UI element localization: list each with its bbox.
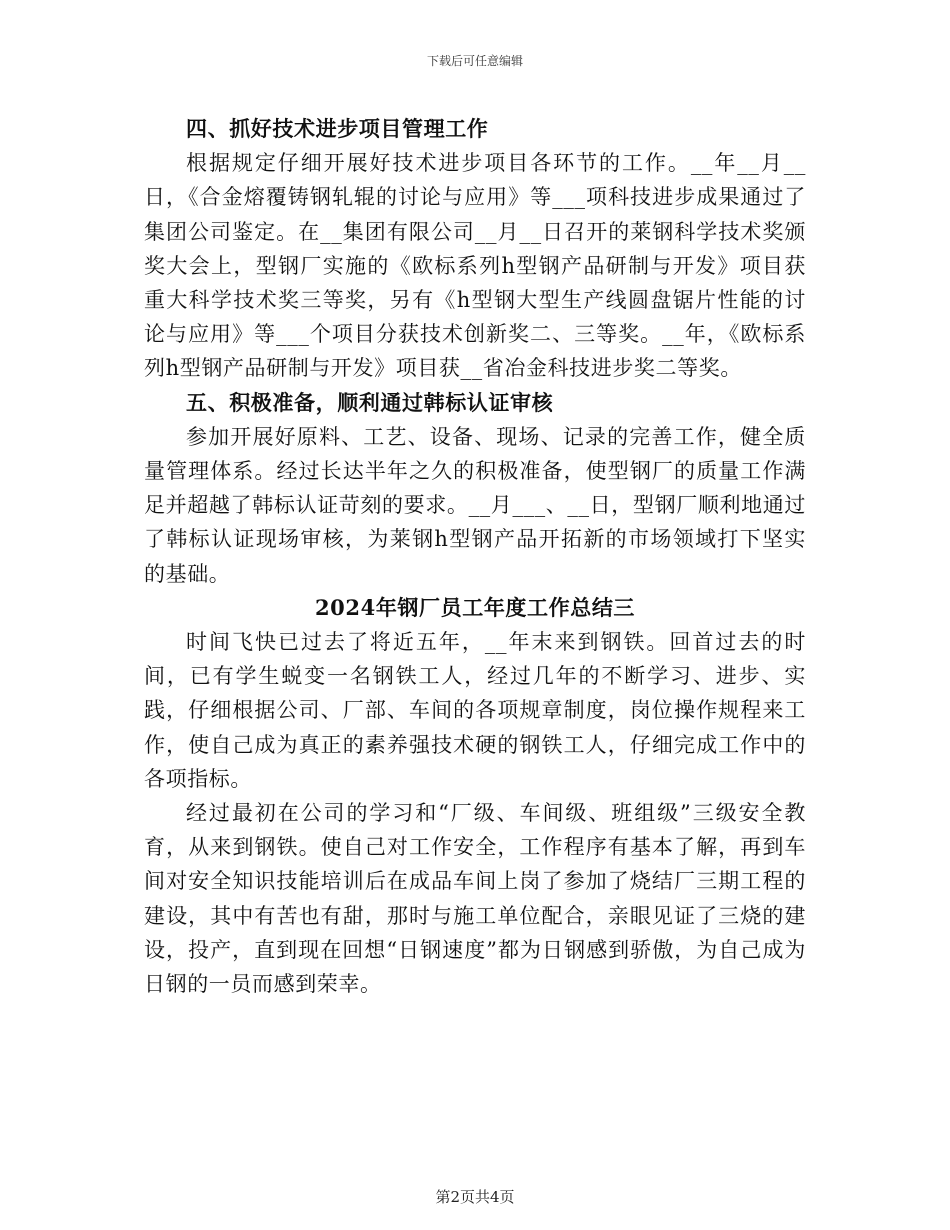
paragraph-tech-progress: 根据规定仔细开展好技术进步项目各环节的工作。__年__月__日，《合金熔覆铸钢轧辊的讨论与应用》等___项科技进步成果通过了集团公司鉴定。在__集团有限公司__月__日召开的莱钢科学技术奖颁奖大会上，型钢厂实施的《欧标系列h型钢产品研制与开发》项目获重大科学技术奖三等奖，另有《h型钢大型生产线圆盘锯片性能的讨论与应用》等___个项目分获技术创新奖二、三等奖。__年，《欧标系列h型钢产品研制与开发》项目获__省冶金科技进步奖二等奖。 — [144, 151, 806, 381]
paragraph-korean-cert: 参加开展好原料、工艺、设备、现场、记录的完善工作，健全质量管理体系。经过长达半年之久的积极准备，使型钢厂的质量工作满足并超越了韩标认证苛刻的要求。__月___、__日，型钢厂顺利地通过了韩标认证现场审核，为莱钢h型钢产品开拓新的市场领域打下坚实的基础。 — [144, 424, 806, 586]
paragraph-five-years: 时间飞快已过去了将近五年，__年末来到钢铁。回首过去的时间，已有学生蜕变一名钢铁工人，经过几年的不断学习、进步、实践，仔细根据公司、厂部、车间的各项规章制度，岗位操作规程来工作，使自己成为真正的素养强技术硬的钢铁工人，仔细完成工作中的各项指标。 — [144, 630, 806, 791]
paragraph-safety-education: 经过最初在公司的学习和“厂级、车间级、班组级”三级安全教育，从来到钢铁。使自己对工作安全，工作程序有基本了解，再到车间对安全知识技能培训后在成品车间上岗了参加了烧结厂三期工程的建设，其中有苦也有甜，那时与施工单位配合，亲眼见证了三烧的建设，投产，直到现在回想“日钢速度”都为日钢感到骄傲，为自己成为日钢的一员而感到荣幸。 — [144, 801, 806, 997]
document-body — [144, 112, 806, 1001]
section-heading-5: 五、积极准备，顺利通过韩标认证审核 — [186, 389, 554, 415]
page-header: 下载后可任意编辑 — [426, 54, 523, 68]
document-title: 2024年钢厂员工年度工作总结三 — [314, 594, 636, 620]
page-footer: 第2页共4页 — [435, 1188, 515, 1206]
section-heading-4: 四、抓好技术进步项目管理工作 — [186, 116, 489, 141]
